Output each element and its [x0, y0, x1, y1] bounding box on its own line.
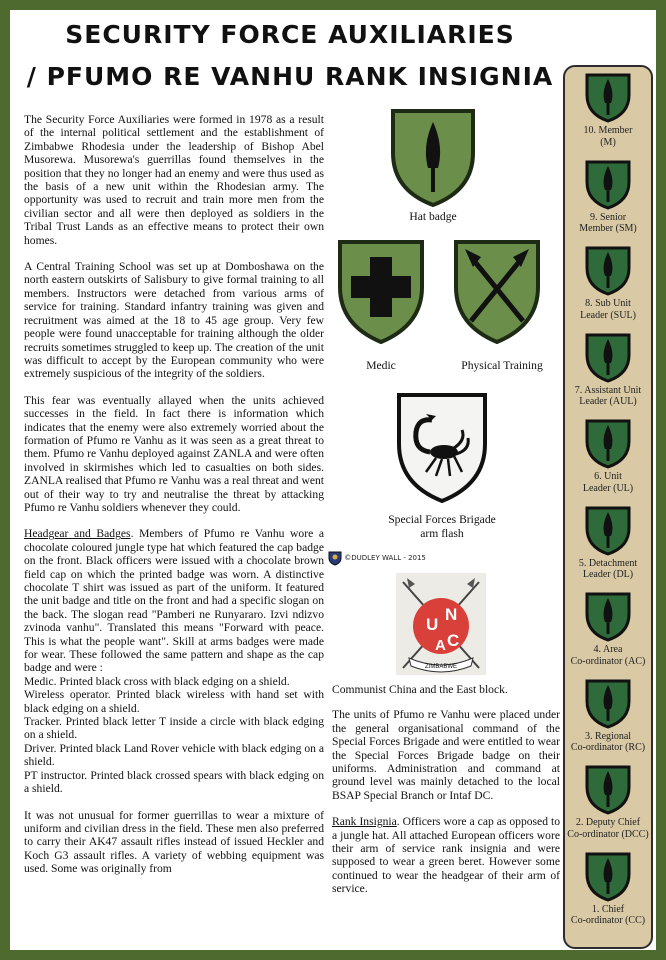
credit-text: ©DUDLEY WALL - 2015 — [344, 554, 426, 562]
rank-shield-icon — [585, 679, 631, 729]
rank-label — [565, 817, 651, 840]
caption-physical-training: Physical Training — [461, 359, 543, 372]
caption-hat-badge: Hat badge — [409, 210, 457, 223]
paragraph-field-success: This fear was eventually allayed when the units achieved successes in the field. In fact there is information which indicates that the enemy were also extremely worried about the formation of Pfumo re Vanhu as it was seen as a great threat to them. Pfumo re Vanhu deployed against ZANLA and were often involved in skirmishes which led to casualties on both sides. ZANLA realised that Pfumo re Vanhu was a real threat and went out of their way to try and neutralise the threat by attacking Pfumo re Vanhu soldiers whenever they could. — [24, 393, 324, 514]
rank-label — [565, 904, 651, 927]
caption-sfb-line-2: arm flash — [420, 527, 464, 540]
skill-item: PT instructor. Printed black crossed spears with black edging on a shield. — [24, 768, 324, 796]
rank-label-line-1: 1. Chief — [591, 903, 625, 915]
uanc-banner-text: ZIMBABWE — [425, 664, 458, 670]
rank-insignia-sidebar — [563, 65, 653, 949]
rank-label-line-2: Co-ordinator (DCC) — [567, 828, 649, 840]
rank-label-line-2: Co-ordinator (RC) — [570, 742, 646, 753]
rank-entry — [565, 160, 651, 235]
rank-entry — [565, 73, 651, 148]
uanc-letter-a: A — [435, 637, 446, 654]
rank-entry — [565, 246, 651, 321]
rank-label-line-2: Leader (SUL) — [580, 309, 636, 321]
rank-label — [565, 125, 651, 148]
medic-badge-image — [337, 239, 425, 345]
uanc-patch-image — [395, 572, 487, 676]
rank-label-line-2: Leader (AUL) — [579, 396, 637, 407]
middle-text-column — [332, 683, 560, 909]
rank-label-line-1: 4. Area — [593, 644, 623, 655]
rank-shield-icon — [585, 419, 631, 469]
skill-item: Tracker. Printed black letter T inside a circle with black edging on a shield. — [24, 715, 324, 742]
rank-shield-icon — [585, 506, 631, 556]
rank-label-line-2: Member (SM) — [579, 223, 637, 234]
headgear-body: . Members of Pfumo re Vanhu wore a chocolate coloured jungle type hat which featured the cap badge on the front. Black officers were issued with a chocolate brown field cap on which the printed badge was worn. A distinctive chocolate T shirt was issued as part of the uniform. It featured the unit badge and title on the front and had a specific slogan on the back. The slogan read "Pamberi ne Runyararo. Izvi ndizvo zvinoda vanhu". Translated this means "Forward with peace. This is what the people want". Skill at arms badges were made for wear. These followed the same pattern and shape as the cap badge and were : — [24, 527, 325, 675]
page-title-line-2: / PFUMO RE VANHU RANK INSIGNIA — [26, 62, 554, 91]
caption-sfb-line-1: Special Forces Brigade — [388, 513, 496, 526]
special-forces-brigade-flash-image — [396, 392, 488, 504]
rank-label-line-2: Co-ordinator (CC) — [570, 915, 646, 926]
caption-medic: Medic — [366, 359, 396, 372]
rank-shield-icon — [585, 765, 631, 815]
rank-entry — [565, 852, 651, 927]
headgear-heading: Headgear and Badges — [24, 527, 131, 541]
rank-label-line-1: 7. Assistant Unit — [574, 384, 642, 396]
physical-training-badge-image — [453, 239, 541, 345]
rank-insignia-heading: Rank Insignia — [332, 815, 397, 829]
rank-label — [565, 385, 651, 408]
paragraph-headgear — [24, 527, 324, 674]
rank-label-line-2: Leader (UL) — [582, 482, 634, 494]
rank-label-line-2: Leader (DL) — [582, 569, 634, 580]
rank-label — [565, 212, 651, 235]
copyright-credit — [328, 550, 426, 566]
paragraph-formation: The Security Force Auxiliaries were formed in 1978 as a result of the internal political settlement and the establishment of Zimbabwe Rhodesia under the leadership of Bishop Abel Musorewa. Musorewa's guerrillas found themselves in the position that they no longer had an enemy and were thus used as the basis of a new unit within the Rhodesian army. The opportunity was used to recruit and train more men from the civilian sector and all were then deployed as soldiers in the Tribal Trust Lands as an effective means to protect their own homes. — [24, 113, 324, 247]
rank-entry — [565, 419, 651, 494]
paragraph-special-forces: The units of Pfumo re Vanhu were placed under the general organisational command of the Special Forces Brigade and were entitled to wear the Special Forces Brigade badge on their uniforms. Administration and command at ground level was mainly detached to the local BSAP Special Branch or Intaf DC. — [332, 708, 560, 802]
rank-entry — [565, 592, 651, 667]
hat-badge-image — [390, 108, 476, 208]
rank-entry — [565, 506, 651, 581]
skill-item: Medic. Printed black cross with black edging on a shield. — [24, 674, 290, 688]
rank-shield-icon — [585, 160, 631, 210]
skill-item: Wireless operator. Printed black wireless with hand set with black edging on a shield. — [24, 688, 324, 715]
paragraph-dress: It was not unusual for former guerrillas to wear a mixture of uniform and civilian dress in the field. These men also preferred to carry their AK47 assault rifles instead of issued Heckler and Koch G3 assault rifles. A variety of webbing equipment was used. Some was originally from — [24, 808, 324, 876]
rank-entry — [565, 765, 651, 840]
rank-label-line-1: 2. Deputy Chief — [575, 817, 641, 828]
rank-label — [565, 298, 651, 321]
skill-badge-list — [24, 675, 324, 796]
rank-label-line-1: 10. Member — [583, 125, 633, 136]
rank-insignia-body: . Officers wore a cap as opposed to a jungle hat. All attached European officers wore their arm of service rank insignia and were supposed to wear a green beret. However some continued to wear the headgear of their arm of service. — [332, 815, 560, 896]
rank-label-line-2: (M) — [600, 136, 616, 148]
document-page — [10, 10, 656, 950]
rank-shield-icon — [585, 73, 631, 123]
uanc-letter-u: U — [426, 615, 439, 634]
rank-label — [565, 471, 651, 494]
paragraph-rank-insignia — [332, 815, 560, 895]
rank-shield-icon — [585, 852, 631, 902]
left-text-column — [24, 113, 324, 889]
page-title-line-1: SECURITY FORCE AUXILIARIES — [65, 20, 515, 49]
rank-label-line-1: 5. Detachment — [578, 557, 638, 569]
skill-item: Driver. Printed black Land Rover vehicle with black edging on a shield. — [24, 741, 324, 769]
paragraph-communist-china: Communist China and the East block. — [332, 683, 508, 696]
rank-entry — [565, 679, 651, 754]
rank-label-line-1: 8. Sub Unit — [585, 298, 631, 309]
rank-label-line-1: 3. Regional — [584, 730, 632, 742]
caption-special-forces-brigade — [372, 513, 512, 541]
uanc-letter-c: C — [447, 631, 460, 650]
rank-shield-icon — [585, 333, 631, 383]
rank-shield-icon — [585, 246, 631, 296]
rank-label-line-1: 6. Unit — [594, 471, 622, 482]
rank-label — [565, 644, 651, 667]
rank-label — [565, 731, 651, 754]
rank-entry — [565, 333, 651, 408]
rank-label-line-2: Co-ordinator (AC) — [570, 655, 646, 667]
rank-label — [565, 558, 651, 581]
rank-shield-icon — [585, 592, 631, 642]
crest-icon — [328, 550, 342, 566]
uanc-letter-n: N — [445, 605, 458, 624]
paragraph-training: A Central Training School was set up at Domboshawa on the north eastern outskirts of Salisbury to give formal training to all members. Instructors were detached from various arms of service for training. Standard infantry training was given and recruitment was aimed at the 18 to 45 age group. Very few people were found unacceptable for training although the older recruits sometimes struggled to keep up. The creation of the unit was difficult to accept by the European community who were extremely suspicious of the integrity of the soldiers. — [24, 260, 324, 381]
rank-label-line-1: 9. Senior — [589, 211, 627, 223]
